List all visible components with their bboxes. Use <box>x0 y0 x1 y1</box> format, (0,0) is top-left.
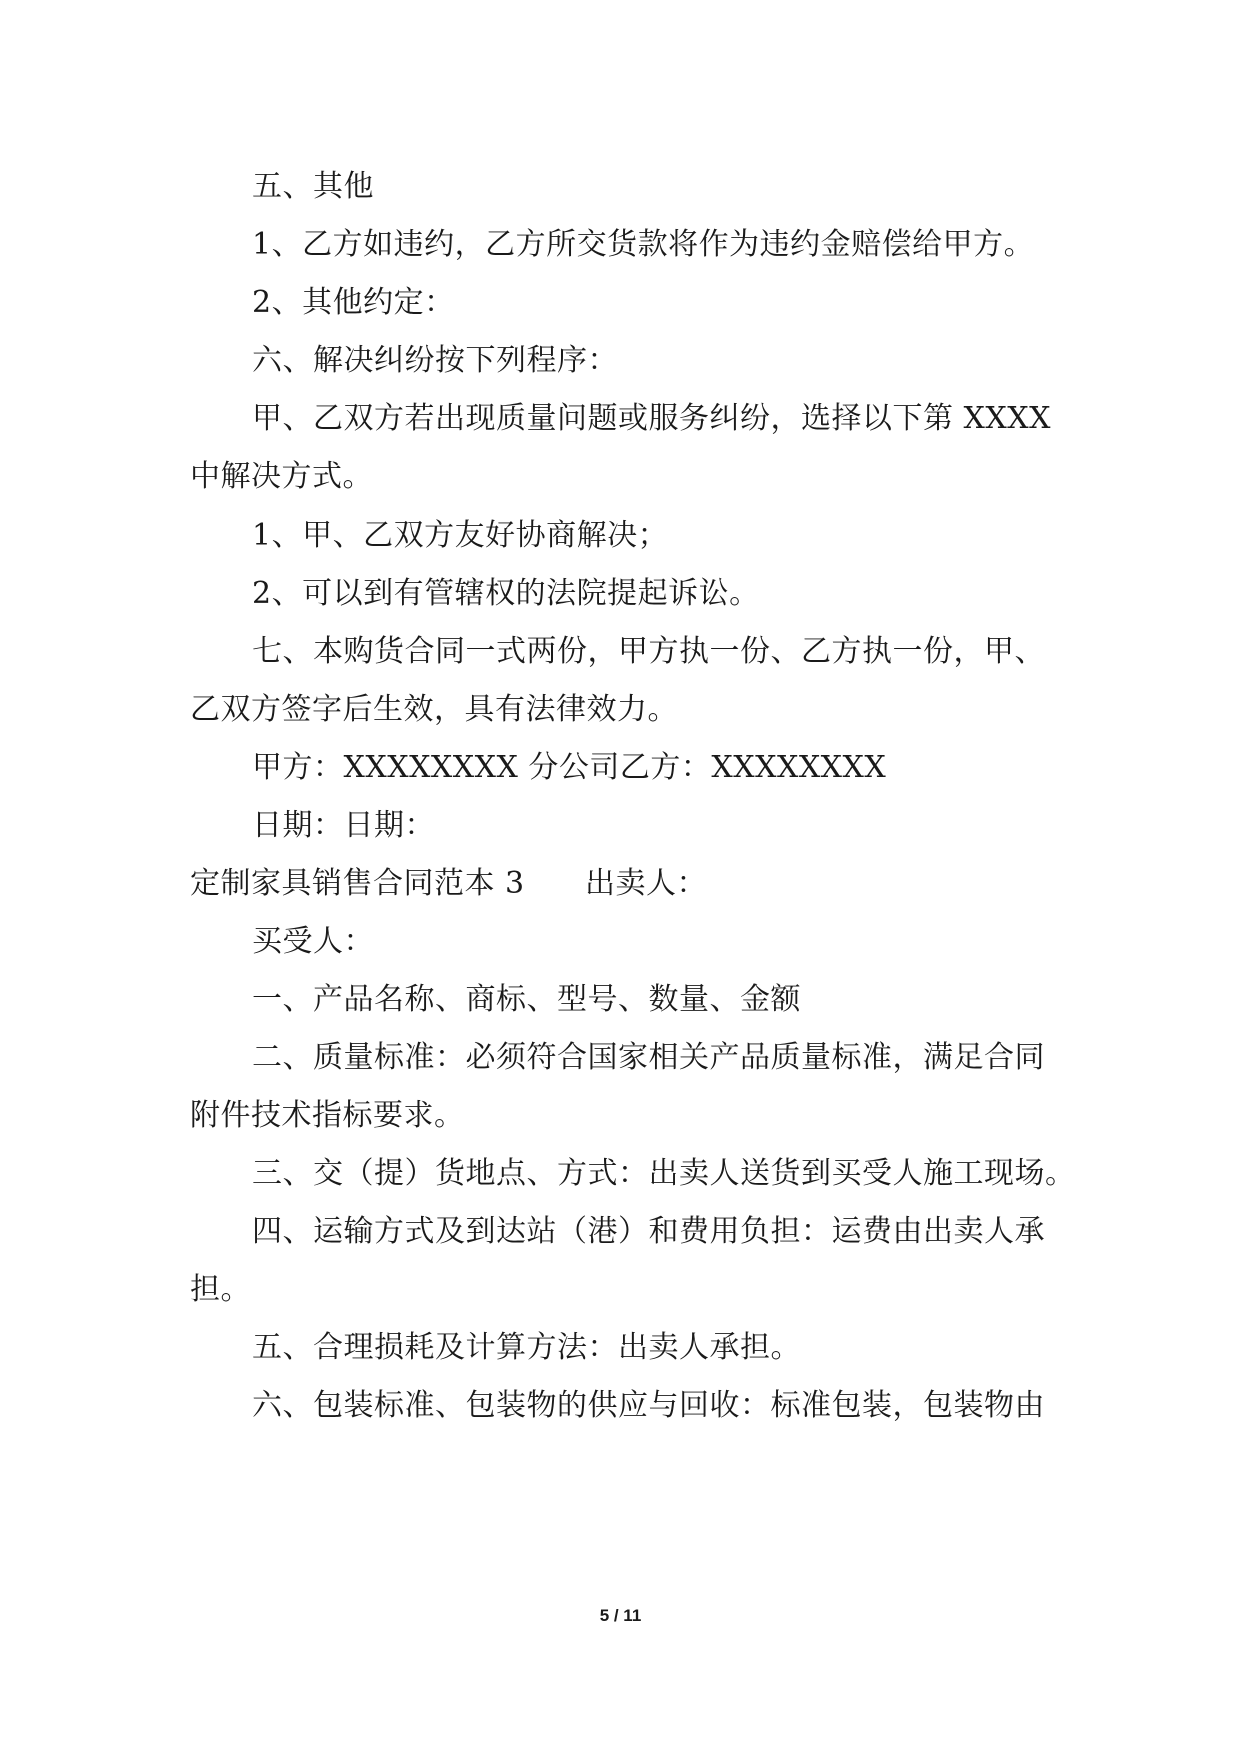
section-heading: 三、交（提）货地点、方式：出卖人送货到买受人施工现场。 <box>252 1156 1076 1191</box>
section-heading: 五、合理损耗及计算方法：出卖人承担。 <box>252 1330 801 1365</box>
buyer-label: 买受人： <box>252 924 374 959</box>
seller-label: 出卖人： <box>585 866 707 901</box>
section-heading: 二、质量标准：必须符合国家相关产品质量标准，满足合同 <box>252 1040 1045 1075</box>
section-heading: 五、其他 <box>252 169 374 204</box>
paragraph-line: 1、乙方如违约，乙方所交货款将作为违约金赔偿给甲方。 <box>252 227 1035 262</box>
date-line: 日期：日期： <box>252 808 435 843</box>
page-number: 5 / 11 <box>599 1606 642 1625</box>
section-heading: 四、运输方式及到达站（港）和费用负担：运费由出卖人承 <box>252 1214 1045 1249</box>
section-heading: 六、包装标准、包装物的供应与回收：标准包装，包装物由 <box>252 1388 1045 1423</box>
contract-title: 定制家具销售合同范本 3 <box>190 866 525 901</box>
paragraph-line: 1、甲、乙双方友好协商解决； <box>252 518 669 553</box>
paragraph-line: 乙双方签字后生效，具有法律效力。 <box>190 692 678 727</box>
section-heading: 六、解决纠纷按下列程序： <box>252 343 618 378</box>
paragraph-line: 甲、乙双方若出现质量问题或服务纠纷，选择以下第 XXXX <box>252 401 1051 436</box>
paragraph-line: 2、其他约定： <box>252 285 455 320</box>
paragraph-line: 附件技术指标要求。 <box>190 1098 465 1133</box>
paragraph-line: 2、可以到有管辖权的法院提起诉讼。 <box>252 576 760 611</box>
signature-line: 甲方：XXXXXXXX 分公司乙方：XXXXXXXX <box>252 750 887 785</box>
paragraph-line: 中解决方式。 <box>190 459 373 494</box>
section-heading: 一、产品名称、商标、型号、数量、金额 <box>252 982 801 1017</box>
paragraph-line: 担。 <box>190 1272 251 1307</box>
section-heading: 七、本购货合同一式两份，甲方执一份、乙方执一份，甲、 <box>252 634 1045 669</box>
